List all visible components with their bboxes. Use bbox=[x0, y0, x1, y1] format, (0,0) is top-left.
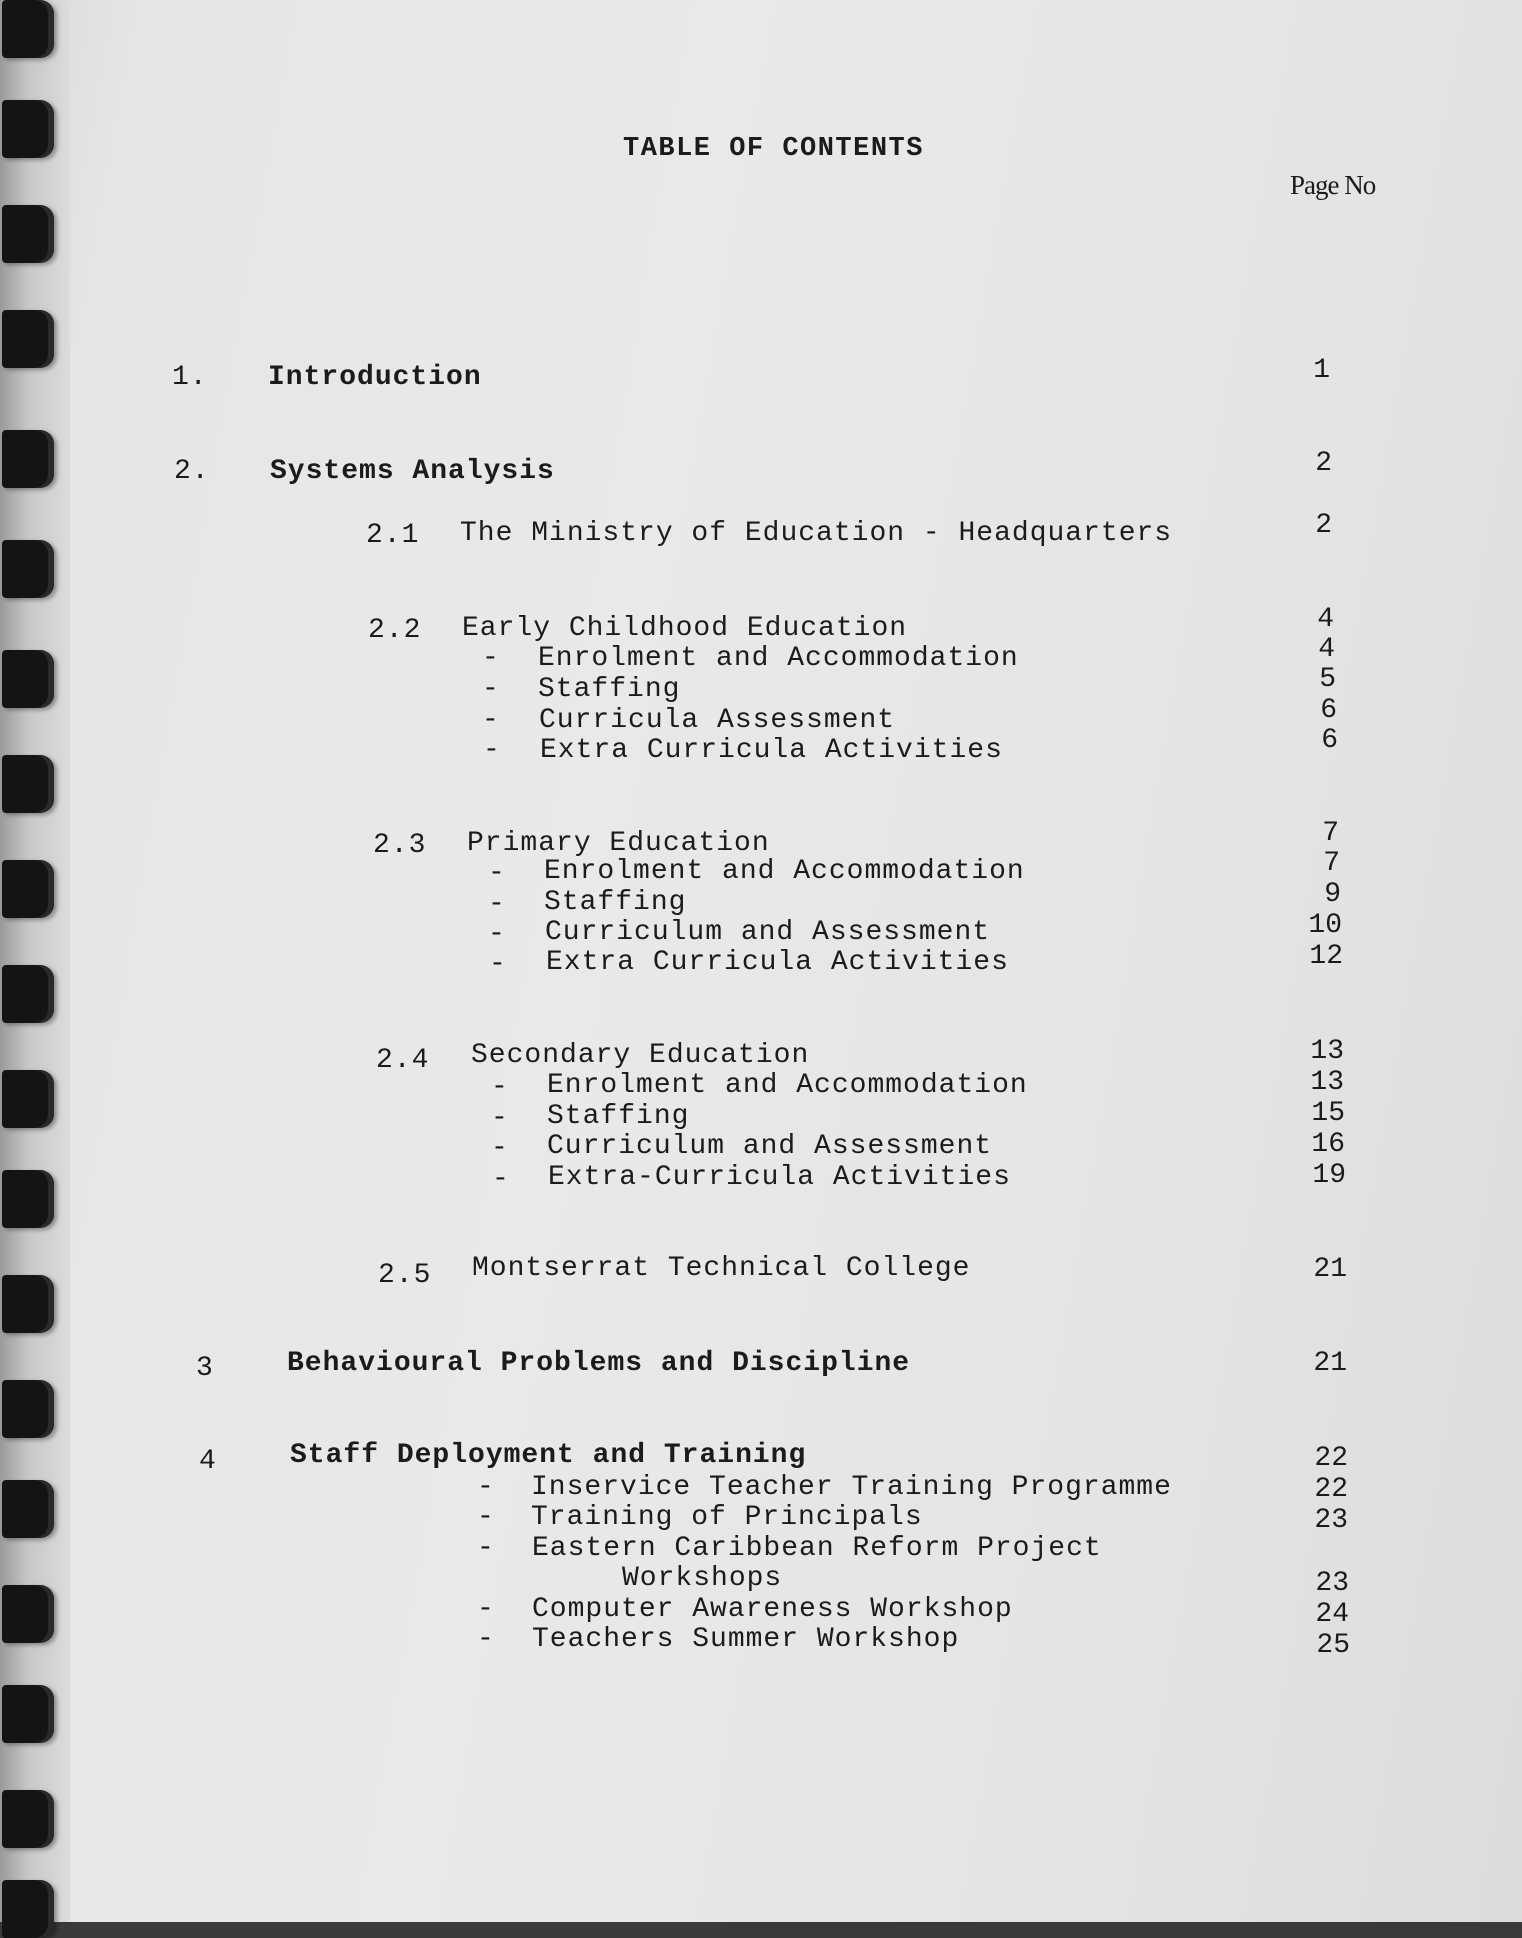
subsection-title: Montserrat Technical College bbox=[472, 1253, 971, 1284]
list-item-label: Training of Principals bbox=[531, 1502, 923, 1533]
page-number: 5 bbox=[1319, 664, 1336, 695]
page-number: 6 bbox=[1321, 725, 1338, 756]
page-number: 16 bbox=[1311, 1129, 1345, 1160]
list-item-label: Computer Awareness Workshop bbox=[532, 1594, 1013, 1625]
page-number: 6 bbox=[1320, 695, 1337, 726]
binding-ring bbox=[2, 1685, 54, 1743]
list-item-label: Curriculum and Assessment bbox=[545, 917, 991, 948]
page-number: 22 bbox=[1314, 1474, 1348, 1505]
section-title: Systems Analysis bbox=[270, 456, 555, 487]
section-number: 4 bbox=[199, 1446, 217, 1477]
list-item-label: Enrolment and Accommodation bbox=[544, 856, 1025, 887]
section-title: Staff Deployment and Training bbox=[290, 1440, 807, 1471]
binding-ring bbox=[2, 540, 54, 598]
list-dash: - bbox=[477, 1594, 495, 1625]
list-item-label: Eastern Caribbean Reform Project bbox=[532, 1533, 1102, 1564]
list-item-label: Staffing bbox=[547, 1101, 690, 1132]
subsection-title: Early Childhood Education bbox=[462, 613, 908, 644]
list-dash: - bbox=[488, 858, 506, 889]
binding-ring bbox=[2, 965, 54, 1023]
list-item-label: Staffing bbox=[544, 887, 687, 918]
list-item-label: Enrolment and Accommodation bbox=[547, 1070, 1028, 1101]
binding-ring bbox=[2, 1170, 54, 1228]
binding-ring bbox=[2, 860, 54, 918]
section-number: 3 bbox=[196, 1353, 214, 1384]
binding-ring bbox=[2, 1585, 54, 1643]
page-number: 21 bbox=[1313, 1254, 1347, 1285]
page-number: 15 bbox=[1311, 1098, 1345, 1129]
binding-ring bbox=[2, 755, 54, 813]
binding-ring bbox=[2, 1480, 54, 1538]
subsection-number: 2.4 bbox=[376, 1045, 430, 1076]
list-dash: - bbox=[489, 949, 507, 980]
list-item-label: Enrolment and Accommodation bbox=[538, 643, 1019, 674]
page-number: 24 bbox=[1315, 1599, 1349, 1630]
page-number: 13 bbox=[1310, 1067, 1344, 1098]
subsection-number: 2.1 bbox=[366, 520, 420, 551]
subsection-title: The Ministry of Education - Headquarters bbox=[460, 518, 1173, 549]
list-dash: - bbox=[477, 1472, 495, 1503]
subsection-title: Primary Education bbox=[467, 828, 770, 859]
list-dash: - bbox=[483, 735, 501, 766]
binding-ring bbox=[2, 310, 54, 368]
page-number: 19 bbox=[1312, 1160, 1346, 1191]
list-item-label: Curricula Assessment bbox=[539, 705, 896, 736]
page-number: 13 bbox=[1310, 1036, 1344, 1067]
list-dash: - bbox=[482, 643, 500, 674]
binding-ring bbox=[2, 1790, 54, 1848]
section-title: Behavioural Problems and Discipline bbox=[287, 1348, 911, 1379]
list-item-label: Extra Curricula Activities bbox=[540, 735, 1003, 766]
page-number: 10 bbox=[1308, 910, 1342, 941]
list-dash: - bbox=[491, 1103, 509, 1134]
list-dash: - bbox=[491, 1133, 509, 1164]
list-item-label-continued: Workshops bbox=[622, 1563, 783, 1594]
page-number: 4 bbox=[1318, 634, 1335, 665]
list-dash: - bbox=[482, 674, 500, 705]
list-dash: - bbox=[477, 1502, 495, 1533]
list-dash: - bbox=[491, 1072, 509, 1103]
page-number: 23 bbox=[1315, 1568, 1349, 1599]
list-dash: - bbox=[492, 1164, 510, 1195]
list-item-label: Teachers Summer Workshop bbox=[532, 1624, 960, 1655]
page-number: 1 bbox=[1313, 355, 1330, 386]
page-number: 7 bbox=[1323, 848, 1340, 879]
page-number: 23 bbox=[1314, 1505, 1348, 1536]
binding-ring bbox=[2, 650, 54, 708]
list-dash: - bbox=[488, 889, 506, 920]
list-item-label: Curriculum and Assessment bbox=[547, 1131, 993, 1162]
page-no-label: Page No bbox=[1290, 170, 1376, 200]
page-number: 12 bbox=[1309, 941, 1343, 972]
list-item-label: Extra Curricula Activities bbox=[546, 947, 1009, 978]
section-number: 1. bbox=[172, 362, 208, 393]
list-dash: - bbox=[477, 1624, 495, 1655]
list-dash: - bbox=[477, 1533, 495, 1564]
subsection-number: 2.2 bbox=[368, 615, 422, 646]
binding-ring bbox=[2, 1070, 54, 1128]
binding-ring bbox=[2, 0, 54, 58]
page-number: 4 bbox=[1317, 604, 1334, 635]
binding-ring bbox=[2, 1880, 54, 1938]
list-item-label: Extra-Curricula Activities bbox=[548, 1162, 1011, 1193]
toc-title: TABLE OF CONTENTS bbox=[623, 134, 924, 164]
list-item-label: Inservice Teacher Training Programme bbox=[531, 1472, 1172, 1503]
page-number: 9 bbox=[1324, 879, 1341, 910]
page-number: 2 bbox=[1315, 510, 1332, 541]
list-item-label: Staffing bbox=[538, 674, 681, 705]
page-number: 2 bbox=[1315, 448, 1332, 479]
list-dash: - bbox=[488, 919, 506, 950]
spiral-binding bbox=[0, 0, 70, 1922]
binding-ring bbox=[2, 100, 54, 158]
list-dash: - bbox=[482, 705, 500, 736]
binding-ring bbox=[2, 205, 54, 263]
binding-ring bbox=[2, 1380, 54, 1438]
page-number: 7 bbox=[1322, 818, 1339, 849]
page-number: 22 bbox=[1314, 1443, 1348, 1474]
page-number: 25 bbox=[1316, 1630, 1350, 1661]
subsection-number: 2.5 bbox=[378, 1260, 432, 1291]
binding-ring bbox=[2, 1275, 54, 1333]
section-title: Introduction bbox=[268, 362, 482, 393]
subsection-number: 2.3 bbox=[373, 830, 427, 861]
page-number: 21 bbox=[1313, 1348, 1347, 1379]
binding-ring bbox=[2, 430, 54, 488]
section-number: 2. bbox=[174, 456, 210, 487]
subsection-title: Secondary Education bbox=[471, 1040, 810, 1071]
